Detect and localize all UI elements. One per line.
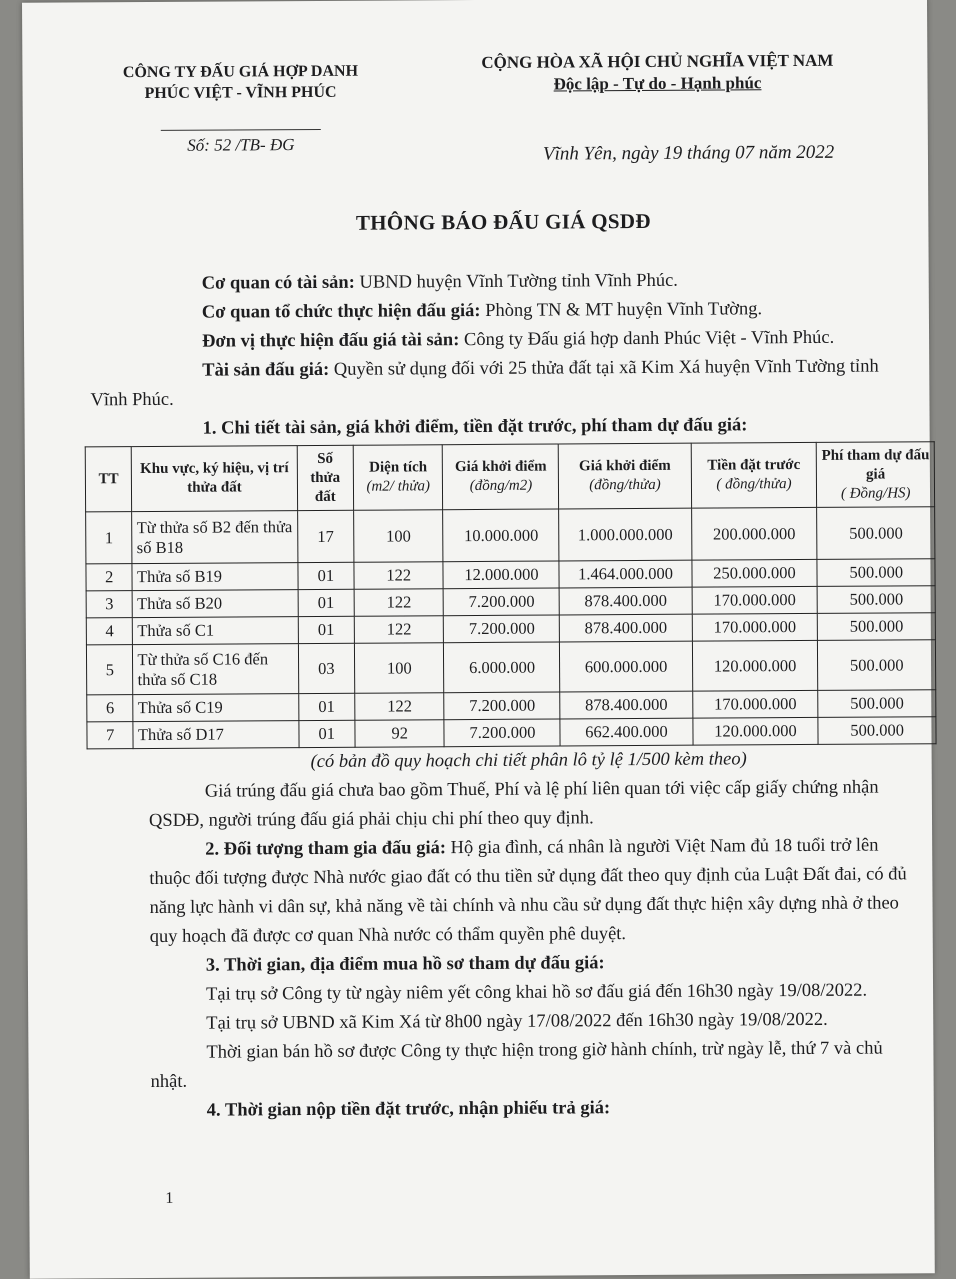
col-header-area: Diện tích (m2/ thửa) bbox=[353, 445, 443, 511]
national-header bbox=[432, 50, 882, 97]
table-row: 4 Thửa số C1 01 122 7.200.000 878.400.000 170.000.000 500.000 bbox=[86, 613, 935, 645]
info-asset: Tài sản đấu giá: Quyền sử dụng đối với 25 thửa đất tại xã Kim Xá huyện Vĩnh Tường tỉnh Vĩnh Phúc. bbox=[90, 356, 879, 411]
table-note: (có bản đồ quy hoạch chi tiết phân lô tỷ lệ 1/500 kèm theo) bbox=[310, 749, 747, 773]
table-row: 2 Thửa số B19 01 122 12.000.000 1.464.000.000 250.000.000 500.000 bbox=[86, 559, 935, 591]
col-header-fee: Phí tham dự đấu giá ( Đồng/HS) bbox=[817, 442, 935, 508]
section-3-paragraph-3: Thời gian bán hồ sơ được Công ty thực hiện trong giờ hành chính, trừ ngày lễ, thứ 7 và chủ nhật. bbox=[150, 1038, 883, 1092]
col-header-price-m2: Giá khởi điểm (đồng/m2) bbox=[443, 444, 559, 510]
issuer-header bbox=[100, 61, 381, 157]
table-row: 1 Từ thửa số B2 đến thửa số B18 17 100 10.000.000 1.000.000.000 200.000.000 500.000 bbox=[86, 507, 935, 564]
col-header-count: Số thửa đất bbox=[297, 445, 354, 510]
section-2: 2. Đối tượng tham gia đấu giá: Hộ gia đình, cá nhân là người Việt Nam đủ 18 tuổi trở lên thuộc đối tượng được Nhà nước giao đất có thu tiền sử dụng đất theo quy định của Luật Đất đai, có đủ năng lực hành vi dân sự, khả năng về tài chính và nhu cầu sử dụng đất thực hiện xây dựng nhà ở theo quy hoạch đã được cơ quan Nhà nước có thẩm quyền phê duyệt. bbox=[149, 835, 907, 948]
section-1-title: 1. Chi tiết tài sản, giá khởi điểm, tiền đặt trước, phí tham dự đấu giá: bbox=[202, 415, 748, 439]
section-4-title: 4. Thời gian nộp tiền đặt trước, nhận phiếu trả giá: bbox=[206, 1098, 611, 1121]
table-header-row bbox=[85, 442, 934, 512]
info-owner: Cơ quan có tài sản: UBND huyện Vĩnh Tường tỉnh Vĩnh Phúc. bbox=[201, 270, 678, 294]
issuer-name-line2: PHÚC VIỆT - VĨNH PHÚC bbox=[144, 83, 337, 103]
document-number: Số: 52 /TB- ĐG bbox=[187, 135, 295, 155]
price-note: Giá trúng đấu giá chưa bao gồm Thuế, Phí và lệ phí liên quan tới việc cấp giấy chứng nhận QSDĐ, người trúng đấu giá phải chịu chi phí theo quy định. bbox=[148, 777, 879, 832]
national-title: CỘNG HÒA XÃ HỘI CHỦ NGHĨA VIỆT NAM bbox=[481, 50, 834, 72]
table-row: 3 Thửa số B20 01 122 7.200.000 878.400.000 170.000.000 500.000 bbox=[86, 586, 935, 618]
info-organizer: Cơ quan tổ chức thực hiện đấu giá: Phòng TN & MT huyện Vĩnh Tường. bbox=[201, 299, 763, 323]
document-title: THÔNG BÁO ĐẤU GIÁ QSDĐ bbox=[355, 208, 651, 235]
table-row: 5 Từ thửa số C16 đến thửa số C18 03 100 6.000.000 600.000.000 120.000.000 500.000 bbox=[86, 640, 935, 695]
section-3-title: 3. Thời gian, địa điểm mua hồ sơ tham dự đấu giá: bbox=[205, 953, 605, 976]
col-header-deposit: Tiền đặt trước ( đồng/thửa) bbox=[691, 442, 817, 508]
col-header-location: Khu vực, ký hiệu, vị trí thửa đất bbox=[132, 446, 298, 512]
document-page bbox=[22, 0, 935, 1279]
page-number: 1 bbox=[165, 1189, 174, 1207]
national-motto: Độc lập - Tự do - Hạnh phúc bbox=[553, 73, 762, 94]
info-auctioneer: Đơn vị thực hiện đấu giá tài sản: Công ty Đấu giá hợp danh Phúc Việt - Vĩnh Phúc. bbox=[202, 327, 835, 352]
issuer-name-line1: CÔNG TY ĐẤU GIÁ HỢP DANH bbox=[122, 62, 359, 82]
asset-table bbox=[85, 441, 937, 749]
table-row: 7 Thửa số D17 01 92 7.200.000 662.400.000 120.000.000 500.000 bbox=[87, 717, 936, 749]
section-3-paragraph-1: Tại trụ sở Công ty từ ngày niêm yết công khai hồ sơ đấu giá đến 16h30 ngày 19/08/2022. bbox=[206, 980, 868, 1005]
col-header-price-plot: Giá khởi điểm (đồng/thửa) bbox=[559, 443, 691, 509]
col-header-tt: TT bbox=[85, 447, 132, 512]
dateline: Vĩnh Yên, ngày 19 tháng 07 năm 2022 bbox=[542, 141, 835, 165]
document-body bbox=[90, 265, 930, 1126]
header-divider bbox=[161, 129, 321, 131]
section-3-paragraph-2: Tại trụ sở UBND xã Kim Xá từ 8h00 ngày 17/08/2022 đến 16h30 ngày 19/08/2022. bbox=[206, 1009, 828, 1034]
table-row: 6 Thửa số C19 01 122 7.200.000 878.400.000 170.000.000 500.000 bbox=[87, 690, 936, 722]
